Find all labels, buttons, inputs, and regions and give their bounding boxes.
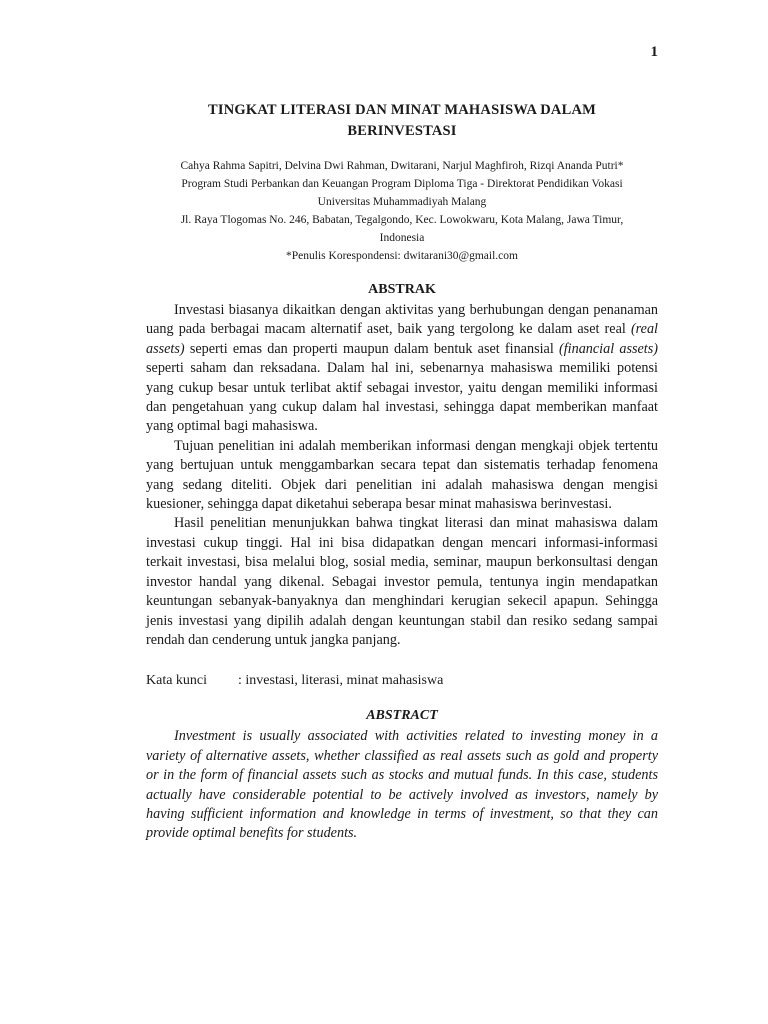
paper-content xyxy=(146,100,658,844)
keywords-line xyxy=(146,671,658,691)
english-abstract xyxy=(146,705,658,843)
title-line-1: TINGKAT LITERASI DAN MINAT MAHASISWA DALAM xyxy=(207,102,596,118)
abstrak-p1-text-c: seperti saham dan reksadana. Dalam hal ini, sebenarnya mahasiswa memiliki potensi yang cukup besar untuk terlibat aktif sebagai investor, yaitu dengan memiliki informasi dan pengetahuan yang cukup dalam hal investasi, sehingga dapat memberikan manfaat yang optimal bagi mahasiswa. xyxy=(146,360,658,435)
abstract-paragraph-1: Investment is usually associated with activities related to investing money in a variety of alternative assets, whether classified as real assets such as gold and property or in the form of financial assets such as stocks and mutual funds. In this case, students actually have considerable potential to be actively involved as investors, namely by having sufficient information and knowledge in terms of investment, so that they can provide optimal benefits for students. xyxy=(146,728,658,842)
keywords-label: Kata kunci xyxy=(146,673,208,689)
abstrak-p1-italic-real-assets: (real assets) xyxy=(146,321,658,357)
authors: Cahya Rahma Sapitri, Delvina Dwi Rahman, Dwitarani, Narjul Maghfiroh, Rizqi Ananda Putri* xyxy=(180,160,624,172)
title-line-2: BERINVESTASI xyxy=(347,123,457,139)
address-line-2: Indonesia xyxy=(379,232,425,244)
abstrak-paragraph-2: Tujuan penelitian ini adalah memberikan informasi dengan mengkaji objek tertentu yang bertujuan untuk menggambarkan secara tepat dan sistematis terhadap fenomena yang sedang diteliti. Objek dari penelitian ini adalah mahasiswa dengan mengisi kuesioner, sehingga dapat diketahui seberapa besar minat mahasiswa berinvestasi. xyxy=(146,437,658,513)
abstrak-paragraph-1 xyxy=(146,301,658,437)
affiliation-line-1: Program Studi Perbankan dan Keuangan Program Diploma Tiga - Direktorat Pendidikan Vokasi xyxy=(181,178,623,190)
author-block xyxy=(146,157,658,265)
abstrak-p1-text-b: seperti emas dan properti maupun dalam bentuk aset finansial xyxy=(184,340,559,357)
affiliation-line-2: Universitas Muhammadiyah Malang xyxy=(317,196,487,208)
address-line-1: Jl. Raya Tlogomas No. 246, Babatan, Tegalgondo, Kec. Lowokwaru, Kota Malang, Jawa Timur, xyxy=(180,214,624,226)
abstrak-p1-italic-financial-assets: (financial assets) xyxy=(559,340,658,357)
paper-title xyxy=(146,100,658,142)
page-number: 1 xyxy=(650,44,658,60)
abstract-heading: ABSTRACT xyxy=(366,708,438,724)
abstrak-paragraph-3: Hasil penelitian menunjukkan bahwa tingkat literasi dan minat mahasiswa dalam investasi cukup tinggi. Hal ini bisa didapatkan dengan mencari informasi-informasi terkait investasi, bisa melalui blog, sosial media, seminar, maupun berkonsultasi dengan investor handal yang dikenal. Sebagai investor pemula, tentunya ingin mendapatkan keuntungan sebanyak-banyaknya dan menghindari kerugian sekecil apapun. Sehingga jenis investasi yang dipilih adalah dengan keuntungan stabil dan resiko sedang sampai rendah dan cenderung untuk jangka panjang. xyxy=(146,515,658,648)
abstrak-p1-text-a: Investasi biasanya dikaitkan dengan aktivitas yang berhubungan dengan penanaman uang pada berbagai macam alternatif aset, baik yang tergolong ke dalam aset real xyxy=(146,302,658,338)
keywords-value: : investasi, literasi, minat mahasiswa xyxy=(238,673,444,689)
correspondence: *Penulis Korespondensi: dwitarani30@gmail.com xyxy=(286,250,518,262)
abstrak-heading: ABSTRAK xyxy=(368,282,436,297)
